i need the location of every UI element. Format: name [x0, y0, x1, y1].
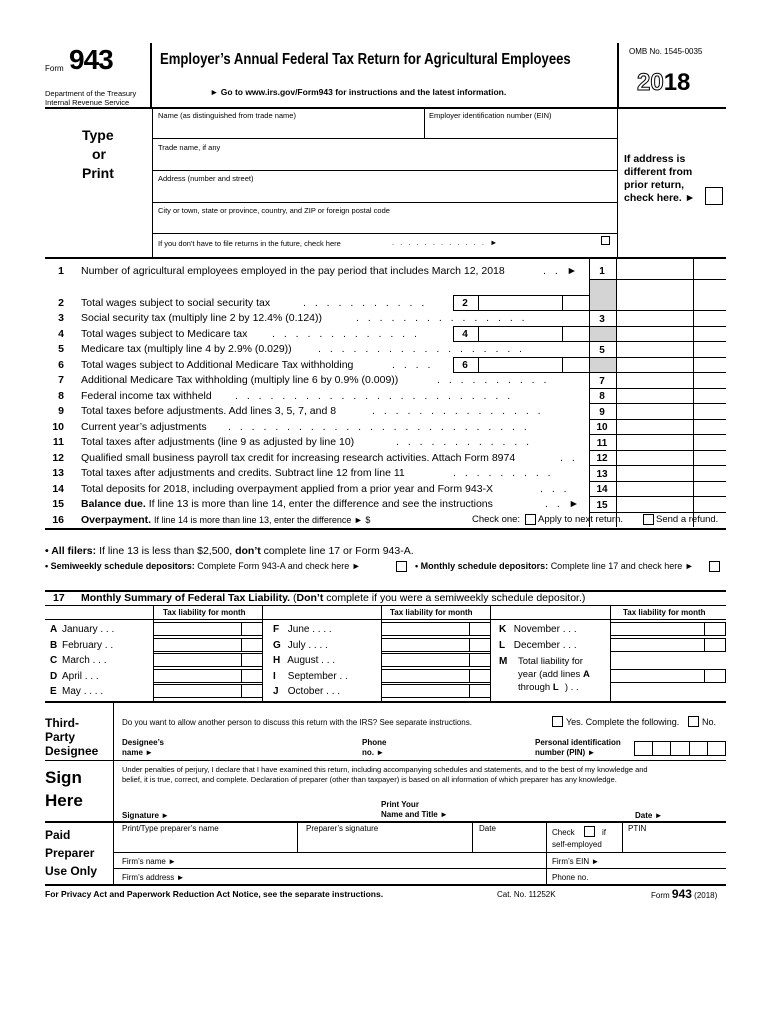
total-m-letter: M — [499, 656, 508, 667]
privacy-notice: For Privacy Act and Paperwork Reduction Act Notice, see the separate instructions. — [45, 889, 384, 899]
preparer-phone-label: Phone no. — [552, 873, 589, 882]
line6-box-label: 6 — [462, 360, 468, 371]
line7-right-label: 7 — [599, 376, 605, 387]
month-k: K November . . . — [499, 624, 577, 635]
august-amount[interactable] — [381, 653, 491, 667]
tax-year: 2018 — [637, 69, 691, 96]
firm-ein-label: Firm’s EIN ► — [552, 857, 600, 866]
month-e: E May . . . . — [50, 686, 104, 697]
line-7: 7 Additional Medicare Tax withholding (multiply line 6 by 0.9% (0.009)) . . . . . . . . . . — [58, 374, 550, 386]
form-title: Employer’s Annual Federal Tax Return for Agricultural Employees — [160, 51, 571, 68]
address-change-l2: different from — [624, 166, 693, 178]
total-l2: year (add lines A — [518, 669, 590, 680]
address-input[interactable] — [153, 184, 616, 201]
col2-header: Tax liability for month — [390, 608, 473, 617]
line-3: 3 Social security tax (multiply line 2 by 12.4% (0.124)) . . . . . . . . . . . . . . . — [58, 312, 528, 324]
monthly-checkbox[interactable] — [709, 561, 720, 572]
pin-l2: number (PIN) ► — [535, 748, 596, 757]
line-9: 9 Total taxes before adjustments. Add lines 3, 5, 7, and 8 . . . . . . . . . . . . . . . — [58, 405, 544, 417]
total-l1: Total liability for — [518, 656, 583, 667]
footer-form-id: Form 943 (2018) — [651, 887, 718, 901]
future-returns-label: If you don't have to file returns in the future, check here — [158, 239, 341, 248]
preparer-signature-label: Preparer’s signature — [306, 824, 379, 833]
preparer-name-label: Print/Type preparer’s name — [122, 824, 219, 833]
print-name-l1: Print Your — [381, 800, 419, 809]
preparer-date-label: Date — [479, 824, 496, 833]
catalog-number: Cat. No. 11252K — [497, 890, 556, 899]
self-employed-label: self-employed — [552, 840, 602, 849]
month-b: B February . . — [50, 640, 114, 651]
sign-label-l2: Here — [45, 791, 83, 810]
address-change-checkbox[interactable] — [705, 187, 723, 205]
trade-name-label: Trade name, if any — [158, 143, 221, 152]
month-l: L December . . . — [499, 640, 577, 651]
semiweekly-checkbox[interactable] — [396, 561, 407, 572]
month-j: J October . . . — [273, 686, 341, 697]
semiweekly-note: • Semiweekly schedule depositors: Complete Form 943-A and check here ► — [45, 561, 361, 571]
monthly-note: • Monthly schedule depositors: Complete line 17 and check here ► — [415, 561, 694, 571]
third-party-yes-checkbox[interactable] — [552, 716, 563, 727]
line-12: 12 Qualified small business payroll tax credit for increasing research activities. Attach Form 8974 . . — [52, 452, 578, 464]
firm-address-label: Firm’s address ► — [122, 873, 185, 882]
perjury-l1: Under penalties of perjury, I declare that I have examined this return, including accompanying schedules and statements, and to the best of my knowledge and — [122, 765, 648, 774]
omb-number: OMB No. 1545-0035 — [629, 47, 703, 56]
type-label: Type — [82, 127, 114, 143]
february-amount[interactable] — [153, 638, 263, 652]
line9-right-label: 9 — [599, 407, 605, 418]
trade-name-input[interactable] — [153, 153, 616, 169]
name-input[interactable] — [153, 121, 423, 137]
preparer-label-l3: Use Only — [45, 864, 98, 878]
june-amount[interactable] — [381, 622, 491, 636]
month-a: A January . . . — [50, 624, 115, 635]
line10-right-label: 10 — [596, 422, 608, 433]
sign-label-l1: Sign — [45, 768, 82, 787]
month-c: C March . . . — [50, 655, 107, 666]
third-party-no-checkbox[interactable] — [688, 716, 699, 727]
or-label: or — [92, 146, 106, 162]
month-d: D April . . . — [50, 671, 99, 682]
line13-right-label: 13 — [596, 469, 608, 480]
address-change-l1: If address is — [624, 153, 686, 165]
if-label: if — [602, 828, 606, 837]
line14-right-label: 14 — [596, 484, 608, 495]
signature-label: Signature ► — [122, 811, 170, 820]
line-10: 10 Current year’s adjustments . . . . . . . . . . . . . . . . . . . . . . . . . . — [52, 421, 530, 433]
print-name-l2: Name and Title ► — [381, 810, 448, 819]
preparer-label-l2: Preparer — [45, 846, 95, 860]
apply-next-return-checkbox[interactable] — [525, 514, 536, 525]
signature-input[interactable] — [175, 797, 370, 819]
total-liability-amount[interactable] — [610, 669, 726, 683]
ein-input[interactable] — [425, 121, 616, 137]
city-label: City or town, state or province, country, and ZIP or foreign postal code — [158, 206, 390, 215]
address-label: Address (number and street) — [158, 174, 254, 183]
line-5: 5 Medicare tax (multiply line 4 by 2.9% (0.029)) . . . . . . . . . . . . . . . . . . — [58, 343, 526, 355]
july-amount[interactable] — [381, 638, 491, 652]
future-returns-checkbox[interactable] — [601, 236, 610, 245]
line4-box-label: 4 — [462, 329, 468, 340]
line-6: 6 Total wages subject to Additional Medicare Tax withholding . . . . — [58, 359, 434, 371]
preparer-label-l1: Paid — [45, 828, 71, 842]
phone-l2: no. ► — [362, 748, 385, 757]
all-filers-note: • All filers: If line 13 is less than $2,500, don’t complete line 17 or Form 943-A. — [45, 545, 414, 557]
designee-l1: Designee’s — [122, 738, 164, 747]
designee-l2: name ► — [122, 748, 154, 757]
phone-l1: Phone — [362, 738, 387, 747]
send-refund-checkbox[interactable] — [643, 514, 654, 525]
dept-treasury: Department of the Treasury — [45, 89, 137, 98]
month-i: I September . . — [273, 671, 348, 682]
line5-right-label: 5 — [599, 345, 605, 356]
line-16: 16 Overpayment. If line 14 is more than line 13, enter the difference ► $ Check one: Apply to next return. Send a refund. — [52, 514, 719, 526]
pin-input[interactable] — [634, 741, 726, 756]
city-input[interactable] — [153, 216, 616, 232]
line1-right-label: 1 — [599, 266, 605, 277]
line-15: 15 Balance due. If line 13 is more than line 14, enter the difference and see the instructions . . ► — [52, 498, 583, 510]
third-party-no-label: No. — [702, 717, 717, 727]
name-label: Name (as distinguished from trade name) — [158, 111, 296, 120]
ptin-label: PTIN — [628, 824, 647, 833]
designee-phone-input[interactable] — [392, 740, 522, 756]
line-11: 11 Total taxes after adjustments (line 9 as adjusted by line 10) . . . . . . . . . . . . — [52, 436, 533, 448]
line-4: 4 Total wages subject to Medicare tax . . . . . . . . . . . . . — [58, 328, 420, 340]
pin-l1: Personal identification — [535, 738, 621, 747]
month-h: H August . . . — [273, 655, 336, 666]
january-amount[interactable] — [153, 622, 263, 636]
goto-instructions: ► Go to www.irs.gov/Form943 for instructions and the latest information. — [210, 87, 507, 97]
form-label: Form — [45, 64, 64, 73]
line8-right-label: 8 — [599, 391, 605, 402]
third-party-question: Do you want to allow another person to discuss this return with the IRS? See separate instructions. — [122, 718, 472, 727]
form-number: 943 — [69, 44, 113, 75]
irs-label: Internal Revenue Service — [45, 98, 130, 107]
line1-amount[interactable] — [617, 259, 693, 279]
ein-label: Employer identification number (EIN) — [429, 111, 552, 120]
line17-num: 17 — [53, 592, 65, 604]
line17-title: Monthly Summary of Federal Tax Liability. (Don’t complete if you were a semiweekly schedule depositor.) — [81, 592, 586, 604]
november-amount[interactable] — [610, 622, 726, 636]
october-amount[interactable] — [381, 684, 491, 698]
line-8: 8 Federal income tax withheld . . . . . . . . . . . . . . . . . . . . . . . . — [58, 390, 514, 402]
firm-name-label: Firm’s name ► — [122, 857, 176, 866]
line-13: 13 Total taxes after adjustments and credits. Subtract line 12 from line 11 . . . . . . . . . — [52, 467, 554, 479]
line-1: 1 Number of agricultural employees employed in the pay period that includes March 12, 2018 . . ► — [58, 265, 581, 277]
third-label-l2: Party — [45, 730, 76, 744]
month-f: F June . . . . — [273, 624, 332, 635]
sign-date-label: Date ► — [635, 811, 663, 820]
line12-right-label: 12 — [596, 453, 608, 464]
col1-header: Tax liability for month — [163, 608, 246, 617]
address-change-l3: prior return, — [624, 179, 685, 191]
print-name-input[interactable] — [455, 797, 630, 819]
future-returns-dots: . . . . . . . . . . . . ► — [392, 238, 500, 247]
september-amount[interactable] — [381, 669, 491, 683]
perjury-l2: belief, it is true, correct, and complete. Declaration of preparer (other than taxpayer) is based on all information of which preparer has any knowledge. — [122, 775, 617, 784]
designee-name-input[interactable] — [165, 740, 355, 756]
line11-right-label: 11 — [596, 438, 608, 449]
line-2: 2 Total wages subject to social security tax . . . . . . . . . . . — [58, 297, 428, 309]
line15-right-label: 15 — [596, 500, 608, 511]
third-label-l3: Designee — [45, 744, 99, 758]
self-employed-checkbox[interactable] — [584, 826, 595, 837]
may-amount[interactable] — [153, 684, 263, 698]
march-amount[interactable] — [153, 653, 263, 667]
april-amount[interactable] — [153, 669, 263, 683]
month-g: G July . . . . — [273, 640, 328, 651]
total-l3: through L ) . . — [518, 682, 579, 693]
line2-box-label: 2 — [462, 298, 468, 309]
print-label: Print — [82, 165, 114, 181]
line3-right-label: 3 — [599, 314, 605, 325]
line-14: 14 Total deposits for 2018, including overpayment applied from a prior year and Form 943-X . . . — [52, 483, 570, 495]
third-label-l1: Third- — [45, 716, 79, 730]
check-label: Check — [552, 828, 575, 837]
december-amount[interactable] — [610, 638, 726, 652]
col3-header: Tax liability for month — [623, 608, 706, 617]
address-change-l4: check here. ► — [624, 192, 696, 204]
third-party-yes-label: Yes. Complete the following. — [566, 717, 680, 727]
